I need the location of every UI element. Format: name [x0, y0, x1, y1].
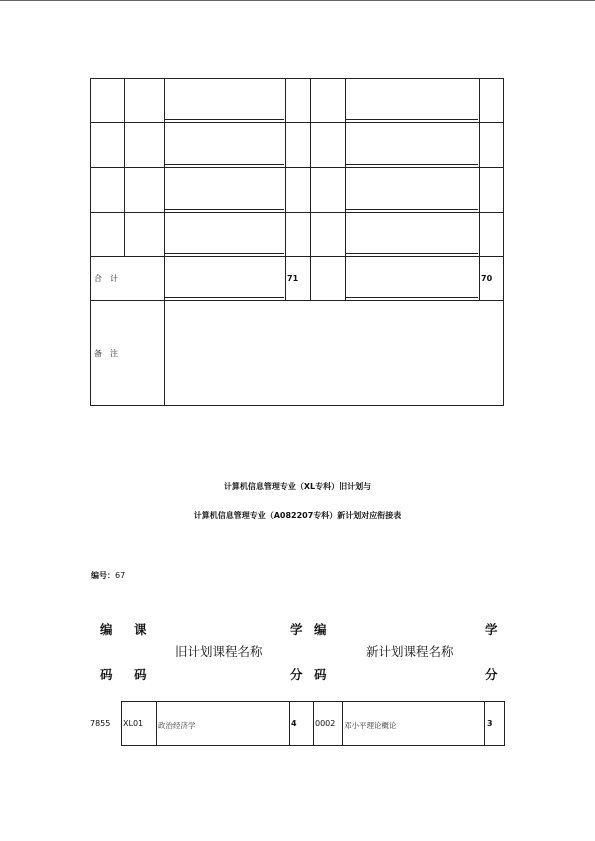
table-row-line	[313, 701, 314, 746]
upper-table-line	[345, 253, 478, 254]
upper-table-line	[90, 300, 504, 301]
document-number-value: 67	[115, 571, 126, 580]
remarks-row-label: 备 注	[94, 349, 118, 358]
header-new-course-name: 新计划课程名称	[366, 644, 454, 659]
header-old-course-name: 旧计划课程名称	[175, 644, 263, 659]
header-new-code-top: 编	[314, 622, 327, 637]
header-new-code-bottom: 码	[314, 667, 327, 682]
page-top-border	[0, 0, 595, 1]
old-plan-credit-total: 71	[287, 274, 299, 283]
header-old-credit-bottom: 分	[290, 667, 303, 682]
upper-table-line	[345, 297, 478, 298]
upper-table-line	[479, 78, 480, 301]
upper-table-line	[90, 78, 504, 79]
header-course-code-top: 课	[134, 622, 147, 637]
document-number	[91, 570, 125, 581]
upper-table-line	[90, 167, 504, 168]
upper-table-line	[165, 119, 284, 120]
upper-table-line	[310, 78, 311, 301]
table-row-line	[121, 701, 122, 746]
new-plan-credit-total: 70	[481, 274, 493, 283]
table-row-line	[484, 701, 485, 746]
upper-table-line	[345, 209, 478, 210]
header-code-bottom: 码	[100, 667, 113, 682]
row-new-course-name: 邓小平理论概论	[344, 721, 397, 730]
header-new-credit-bottom: 分	[485, 667, 498, 682]
table-row-line	[504, 701, 505, 746]
header-code-top: 编	[100, 622, 113, 637]
row-new-course-code: 0002	[315, 719, 336, 728]
document-title-line-2: 计算机信息管理专业（A082207专科）新计划对应衔接表	[193, 511, 402, 520]
row-old-credit: 4	[291, 719, 297, 728]
row-serial-code: 7855	[90, 719, 111, 728]
upper-table-line	[90, 405, 504, 406]
document-title-line-1: 计算机信息管理专业（XL专科）旧计划与	[223, 482, 372, 491]
upper-table-line	[90, 212, 504, 213]
header-old-credit-top: 学	[290, 622, 303, 637]
upper-table-line	[345, 164, 478, 165]
upper-table-line	[124, 78, 125, 256]
table-row-line	[156, 701, 157, 746]
header-course-code-bottom: 码	[134, 667, 147, 682]
upper-table-line	[90, 256, 504, 257]
upper-table-line	[165, 253, 284, 254]
row-new-credit: 3	[487, 719, 493, 728]
upper-table-line	[503, 78, 504, 406]
upper-table-line	[165, 297, 284, 298]
table-row-line	[289, 701, 290, 746]
row-old-course-name: 政治经济学	[158, 721, 196, 730]
upper-table-line	[90, 78, 91, 406]
total-row-label: 合 计	[94, 274, 118, 283]
table-row-line	[342, 701, 343, 746]
upper-table-line	[90, 122, 504, 123]
document-number-label: 编号：	[91, 571, 115, 580]
header-new-credit-top: 学	[485, 622, 498, 637]
upper-table-line	[164, 78, 165, 406]
upper-table-line	[165, 209, 284, 210]
row-old-course-code: XL01	[123, 719, 144, 728]
upper-table-line	[165, 164, 284, 165]
upper-table-line	[285, 78, 286, 301]
upper-table-line	[345, 119, 478, 120]
upper-table-line	[345, 78, 346, 301]
